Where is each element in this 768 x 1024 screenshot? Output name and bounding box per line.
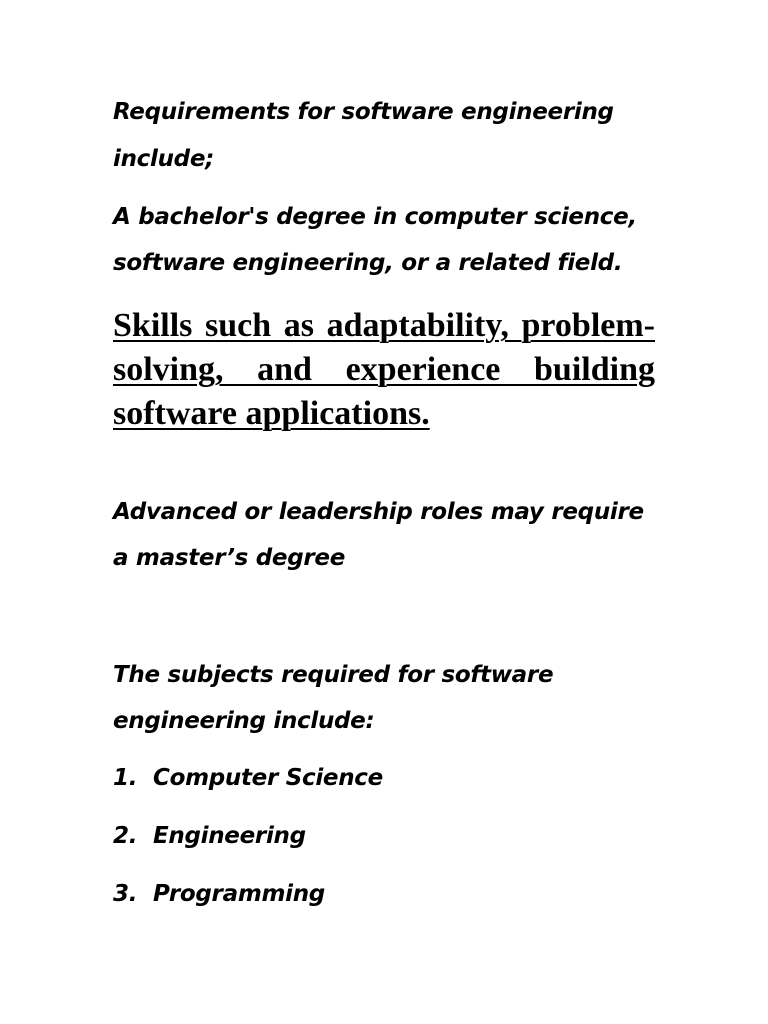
list-item: [113, 822, 673, 850]
list-item: [113, 764, 673, 792]
list-item-label: Computer Science: [153, 765, 383, 791]
skills-paragraph: Skills such as adaptability, problem-solving, and experience building software applications.: [113, 307, 655, 432]
advanced-roles-line-1: Advanced or leadership roles may require: [113, 499, 644, 525]
advanced-roles-line-2: a master’s degree: [113, 545, 346, 571]
list-item-label: Engineering: [153, 823, 306, 849]
degree-line-1: A bachelor's degree in computer science,: [113, 204, 637, 230]
requirements-intro-line-1: Requirements for software engineering: [113, 99, 614, 125]
requirements-intro-line-2: include;: [113, 146, 215, 172]
list-item-label: Programming: [153, 881, 325, 907]
list-item-number: 2.: [113, 823, 138, 849]
degree-line-2: software engineering, or a related field.: [113, 250, 623, 276]
list-item-number: 1.: [113, 765, 138, 791]
list-item: [113, 880, 673, 908]
list-item-number: 3.: [113, 881, 138, 907]
subjects-intro-line-1: The subjects required for software: [113, 662, 554, 688]
subjects-intro-line-2: engineering include:: [113, 708, 375, 734]
